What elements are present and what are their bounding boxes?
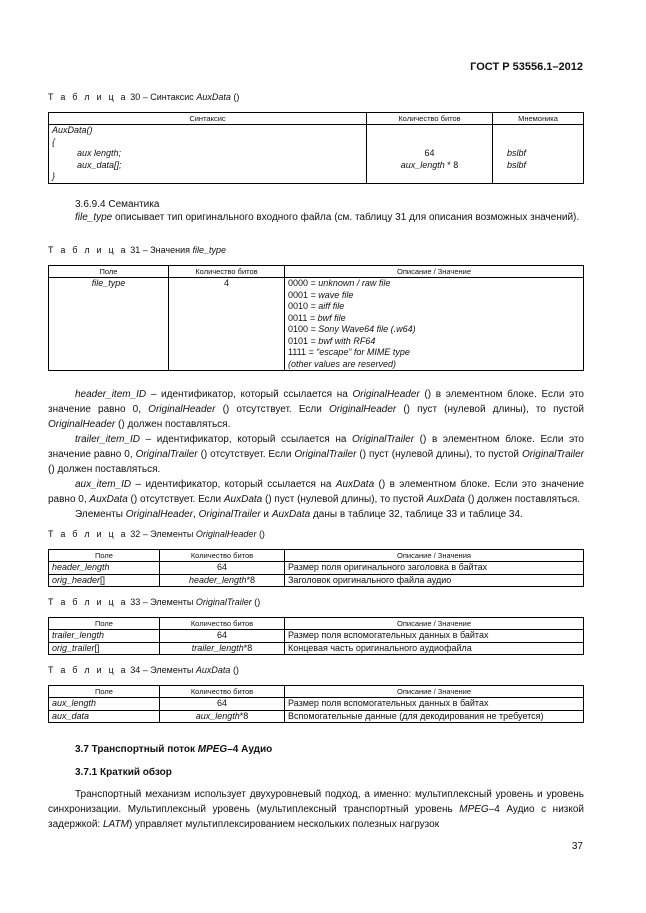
column-header: Синтаксис: [49, 113, 367, 125]
bits-cell: 64: [160, 698, 285, 711]
description-cell: Размер поля оригинального заголовка в байтах: [285, 562, 584, 575]
column-header: Количество битов: [367, 113, 493, 125]
column-header: Описание / Значение: [285, 618, 584, 630]
semantics-paragraph: file_type описывает тип оригинального входного файла (см. таблицу 31 для описания возможных значений).: [75, 212, 580, 223]
field-cell: trailer_length: [49, 630, 160, 643]
table-34: [48, 685, 584, 723]
description-cell: Концевая часть оригинального аудиофайла: [285, 642, 584, 655]
table-34-caption: Т а б л и ц а 34 – Элементы AuxData (): [48, 665, 239, 675]
value-line: 0010 = aiff file: [288, 301, 345, 311]
column-header: Описание / Значение: [285, 686, 584, 698]
column-header: Количество битов: [169, 266, 285, 278]
header-item-id-paragraph: header_item_ID – идентификатор, который ссылается на OriginalHeader () в элементном блоке. Если это значение равно 0, OriginalHeader () отсутствует. Если OriginalHeader () пуст (нулевой длины), то пустой OriginalHeader () должен поставляться.: [48, 389, 584, 430]
bits-cell: 64: [160, 562, 285, 575]
description-cell: Вспомогательные данные (для декодирования не требуется): [285, 710, 584, 723]
table-row: [49, 562, 584, 575]
description-cell: Размер поля вспомогательных данных в байтах: [285, 698, 584, 711]
table-row: [49, 278, 584, 371]
bits-cell: trailer_length*8: [160, 642, 285, 655]
field-cell: orig_trailer[]: [49, 642, 160, 655]
value-line: 0001 = wave file: [288, 289, 354, 300]
aux-item-id-paragraph: aux_item_ID – идентификатор, который ссылается на AuxData () в элементном блоке. Если это значение равно 0, AuxData () отсутствует. Если AuxData () пуст (нулевой длины), то пустой AuxData () должен поставляться.: [48, 479, 585, 505]
bits-cell: 64: [160, 630, 285, 643]
value-line: 0011 = bwf file: [288, 312, 346, 323]
bits-cell: aux_length*8: [160, 710, 285, 723]
elements-paragraph: Элементы OriginalHeader, OriginalTrailer и AuxData даны в таблице 32, таблице 33 и таблице 34.: [75, 509, 523, 520]
table-row: [49, 125, 584, 184]
column-header: Количество битов: [160, 618, 285, 630]
description-cell: Размер поля вспомогательных данных в байтах: [285, 630, 584, 643]
value-line: 0101 = bwf with RF64: [288, 335, 376, 346]
table-row: [49, 574, 584, 587]
column-header: Поле: [49, 266, 169, 278]
table-header-row: [49, 266, 584, 278]
column-header: Поле: [49, 618, 160, 630]
section-3-7-1-heading: 3.7.1 Краткий обзор: [75, 767, 172, 778]
table-31-caption: Т а б л и ц а 31 – Значения file_type: [48, 245, 227, 255]
column-header: Мнемоника: [493, 113, 584, 125]
field-cell: orig_header[]: [49, 574, 160, 587]
table-31: [48, 265, 584, 371]
section-3-7-heading: 3.7 Транспортный поток MPEG–4 Аудио: [75, 744, 273, 755]
table-30-caption: Т а б л и ц а 30 – Синтаксис AuxData (): [48, 92, 240, 102]
field-cell: aux_length: [49, 698, 160, 711]
field-cell: aux_data: [49, 710, 160, 723]
table-header-row: [49, 618, 584, 630]
field-cell: file_type: [49, 278, 169, 371]
trailer-item-id-paragraph: trailer_item_ID – идентификатор, который ссылается на OriginalTrailer () в элементном блоке. Если это значение равно 0, OriginalTrailer () отсутствует. Если OriginalTrailer () пуст (нулевой длины), то пустой OriginalTrailer () должен поставляться.: [48, 434, 584, 475]
table-32-caption: Т а б л и ц а 32 – Элементы OriginalHeader (): [48, 529, 265, 539]
column-header: Описание / Значение: [285, 266, 584, 278]
description-cell: Заголовок оригинального файла аудио: [285, 574, 584, 587]
table-row: [49, 642, 584, 655]
bits-cell: header_length*8: [160, 574, 285, 587]
table-row: [49, 710, 584, 723]
column-header: Поле: [49, 550, 160, 562]
table-33: [48, 617, 584, 655]
column-header: Количество битов: [160, 686, 285, 698]
standard-header: ГОСТ Р 53556.1–2012: [470, 61, 583, 73]
table-row: [49, 698, 584, 711]
section-3-6-9-4-title: 3.6.9.4 Семантика: [75, 199, 160, 210]
page-number: 37: [571, 841, 583, 852]
bits-cell: 64 aux_length * 8: [367, 125, 493, 184]
bits-cell: 4: [169, 278, 285, 371]
value-line: 0100 = Sony Wave64 file (.w64): [288, 324, 416, 334]
values-cell: [285, 278, 584, 371]
transport-paragraph: Транспортный механизм использует двухуровневый подход, а именно: мультиплексный уровень и уровень синхронизации. Мультиплексный уровень (мультиплексный транспортный уровень MPEG–4 Аудио с низкой задержкой: LATM) управляет мультиплексированием нескольких полезных нагрузок: [48, 789, 584, 830]
value-line: (other values are reserved): [288, 358, 397, 369]
value-line: 0000 = unknown / raw file: [288, 278, 391, 288]
table-header-row: [49, 113, 584, 125]
column-header: Описание / Значения: [285, 550, 584, 562]
table-row: [49, 630, 584, 643]
table-30: [48, 112, 584, 184]
table-32: [48, 549, 584, 587]
field-cell: header_length: [49, 562, 160, 575]
column-header: Поле: [49, 686, 160, 698]
table-33-caption: Т а б л и ц а 33 – Элементы OriginalTrailer (): [48, 597, 261, 607]
mnemonic-cell: bslbf bslbf: [493, 125, 584, 184]
syntax-cell: AuxData() { aux length; aux_data[]; }: [49, 125, 367, 184]
column-header: Количество битов: [160, 550, 285, 562]
table-header-row: [49, 686, 584, 698]
value-line: 1111 = “escape” for MIME type: [288, 347, 410, 357]
table-header-row: [49, 550, 584, 562]
